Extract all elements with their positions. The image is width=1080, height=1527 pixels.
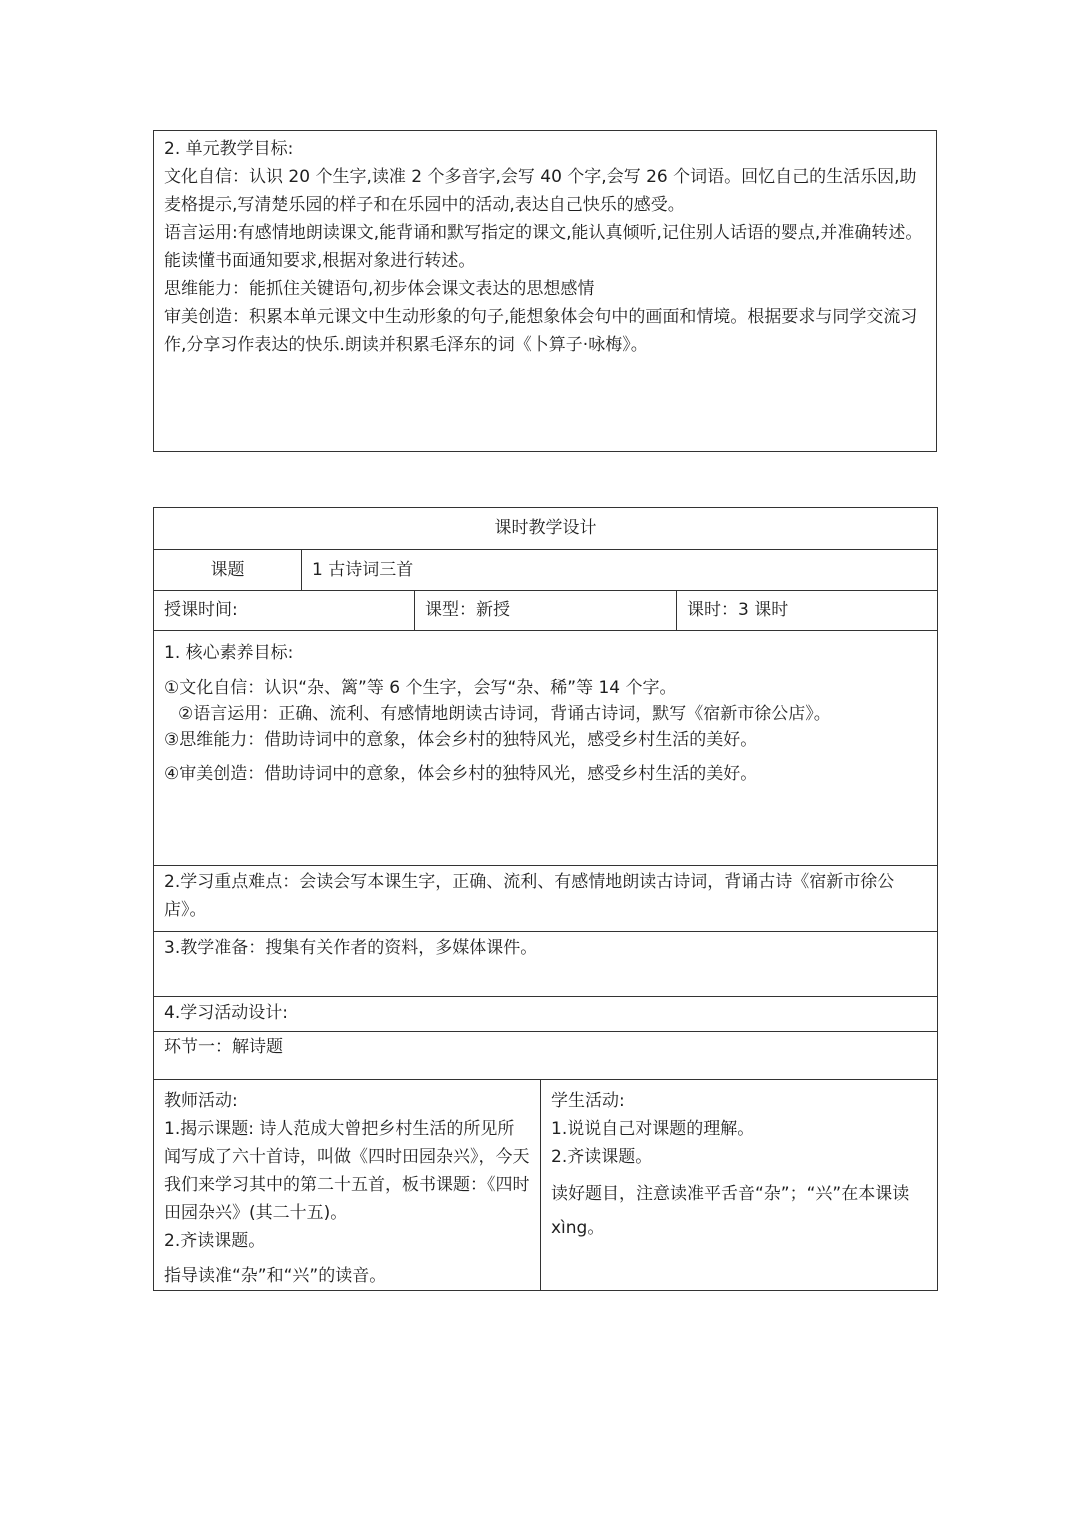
core-goals-cell: [154, 631, 938, 866]
unit-goal-culture: 文化自信：认识 20 个生字,读准 2 个多音字,会写 40 个字,会写 26 个词语。回忆自己的生活乐因,助麦格提示,写清楚乐园的样子和在乐园中的活动,表达自己快乐的感受。: [164, 167, 917, 215]
unit-goal-aesthetic: 审美创造：积累本单元课文中生动形象的句子,能想象体会句中的画面和情境。根据要求与同学交流习作,分享习作表达的快乐.朗读并积累毛泽东的词《卜算子·咏梅》。: [164, 307, 918, 355]
unit-goal-thinking: 思维能力：能抓住关键语句,初步体会课文表达的思想感情: [164, 279, 595, 299]
student-heading: 学生活动:: [551, 1091, 625, 1111]
unit-goal-language: 语言运用:有感情地朗读课文,能背诵和默写指定的课文,能认真倾听,记住别人话语的婴点,并准确转述。能读懂书面通知要求,根据对象进行转述。: [164, 223, 923, 271]
prep-cell: [154, 932, 938, 997]
activity-heading: 4.学习活动设计:: [164, 1003, 288, 1023]
topic-value-cell: [302, 550, 938, 591]
lesson-title-cell: [154, 508, 938, 550]
topic-label: 课题: [210, 560, 245, 580]
topic-value: 1 古诗词三首: [312, 560, 414, 580]
topic-label-cell: [154, 550, 302, 591]
teacher-guide: 指导读准“杂”和“兴”的读音。: [164, 1266, 387, 1286]
key-points: 2.学习重点难点：会读会写本课生字，正确、流利、有感情地朗读古诗词，背诵古诗《宿新市徐公店》。: [164, 872, 895, 920]
time-label: 授课时间:: [164, 600, 238, 620]
time-cell: [154, 591, 415, 631]
student-step-2: 2.齐读课题。: [551, 1147, 653, 1167]
unit-goals-box: [153, 130, 937, 452]
student-step-1: 1.说说自己对课题的理解。: [551, 1119, 755, 1139]
lesson-title: 课时教学设计: [494, 518, 597, 538]
lesson-hours: 课时：3 课时: [687, 600, 789, 620]
student-activity-cell: [541, 1080, 938, 1291]
key-points-cell: [154, 866, 938, 932]
teacher-heading: 教师活动:: [164, 1091, 238, 1111]
section-title: 环节一：解诗题: [164, 1037, 283, 1057]
teacher-step-2: 2.齐读课题。: [164, 1231, 266, 1251]
core-goals-heading: 1. 核心素养目标:: [164, 643, 294, 663]
teacher-activity-cell: [154, 1080, 541, 1291]
teacher-step-1: 1.揭示课题: 诗人范成大曾把乡村生活的所见所闻写成了六十首诗，叫做《四时田园杂兴》，今天我们来学习其中的第二十五首，板书课题：《四时田园杂兴》(其二十五)。: [164, 1119, 530, 1223]
unit-goals-heading: 2. 单元教学目标:: [164, 139, 294, 159]
hours-cell: [677, 591, 938, 631]
activity-heading-cell: [154, 997, 938, 1032]
core-goal-thinking: ③思维能力：借助诗词中的意象，体会乡村的独特风光，感受乡村生活的美好。: [164, 730, 758, 750]
core-goal-culture: ①文化自信：认识“杂、篱”等 6 个生字，会写“杂、稀”等 14 个字。: [164, 678, 677, 698]
type-cell: [415, 591, 677, 631]
lesson-type: 课型：新授: [425, 600, 510, 620]
section-title-cell: [154, 1032, 938, 1080]
core-goal-language: ②语言运用：正确、流利、有感情地朗读古诗词，背诵古诗词，默写《宿新市徐公店》。: [178, 704, 831, 724]
student-note: 读好题目，注意读准平舌音“杂”；“兴”在本课读 xìng。: [551, 1184, 910, 1238]
lesson-design-table: [153, 507, 938, 1291]
teaching-prep: 3.教学准备：搜集有关作者的资料，多媒体课件。: [164, 938, 538, 958]
core-goal-aesthetic: ④审美创造：借助诗词中的意象，体会乡村的独特风光，感受乡村生活的美好。: [164, 764, 758, 784]
